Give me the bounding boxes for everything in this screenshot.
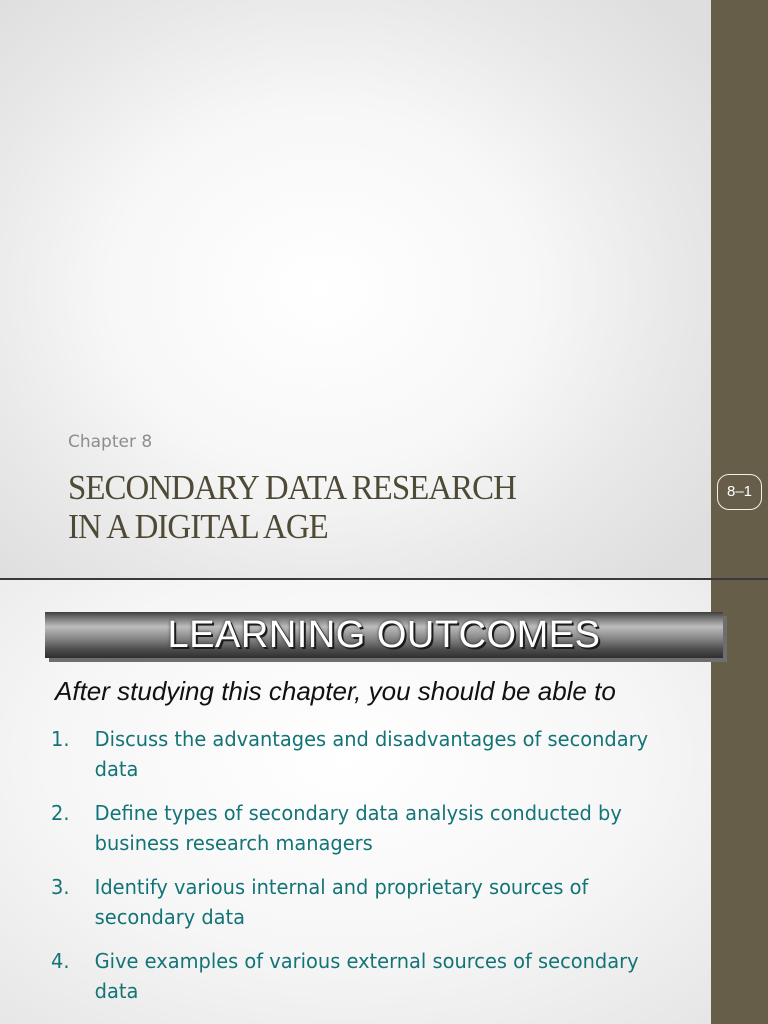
slide-title-line-1: SECONDARY DATA RESEARCH	[68, 468, 516, 507]
outcome-number: 1.	[51, 727, 70, 751]
outcome-number: 4.	[51, 949, 70, 973]
outcome-text: Define types of secondary data analysis conducted by business research managers	[94, 801, 622, 855]
outcome-text: Identify various internal and proprietary sources of secondary data	[94, 875, 589, 929]
banner-title: LEARNING OUTCOMES	[167, 614, 601, 656]
learning-outcomes-banner	[45, 612, 723, 658]
outcome-item	[51, 946, 672, 1006]
outcome-text: Give examples of various external sources of secondary data	[94, 949, 639, 1003]
slide-title-line-2: IN A DIGITAL AGE	[68, 507, 328, 546]
slide-subtitle: After studying this chapter, you should be able to	[55, 676, 616, 706]
page-number-badge: 8–1	[717, 474, 762, 510]
outcome-number: 3.	[51, 875, 70, 899]
outcome-text: Discuss the advantages and disadvantages of secondary data	[94, 727, 649, 781]
chapter-label: Chapter 8	[68, 432, 153, 452]
slide-2	[0, 580, 768, 1024]
slide-title	[68, 468, 516, 546]
outcome-number: 2.	[51, 801, 70, 825]
outcomes-list	[51, 724, 691, 1020]
outcome-item	[51, 798, 672, 858]
outcome-item	[51, 872, 672, 932]
outcome-item	[51, 724, 672, 784]
